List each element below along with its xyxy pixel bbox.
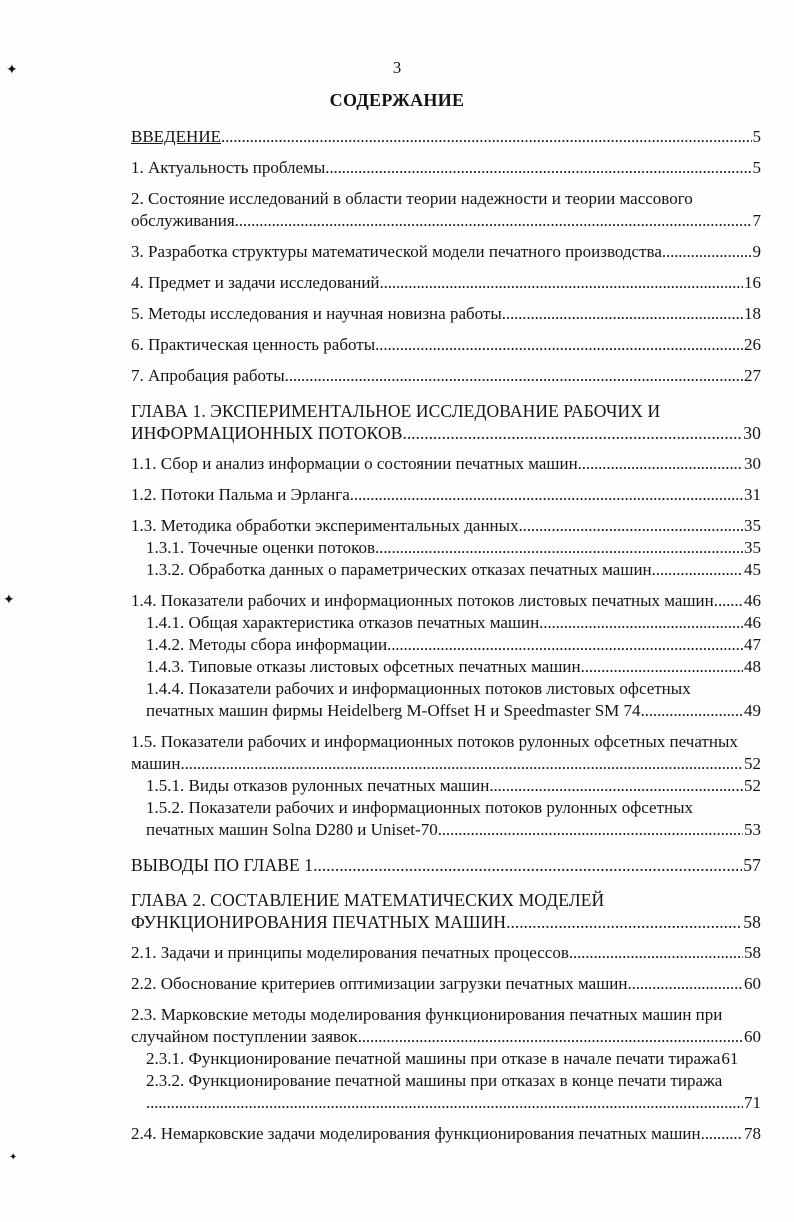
page-ref: 45 (744, 560, 761, 579)
toc-entry[interactable] (131, 590, 761, 612)
page-ref: 71 (744, 1093, 761, 1112)
toc-entry[interactable] (131, 559, 761, 581)
page-ref: 52 (744, 776, 761, 795)
toc-entry[interactable] (131, 1004, 761, 1048)
toc-entry-text: печатных машин фирмы Heidelberg M-Offset H и Speedmaster SM 74 (146, 701, 641, 720)
toc-entry-introduction[interactable] (131, 126, 761, 148)
toc-entry-text: 1.4.3. Типовые отказы листовых офсетных печатных машин (146, 657, 581, 676)
toc-entry[interactable] (131, 942, 761, 964)
toc-entry-text: 2.2. Обоснование критериев оптимизации загрузки печатных машин (131, 974, 628, 993)
toc-entry-text: 6. Практическая ценность работы (131, 335, 376, 354)
toc-entry-text: 2.4. Немарковские задачи моделирования функционирования печатных машин (131, 1124, 701, 1143)
dot-leader (402, 422, 742, 444)
toc-entry-chapter-2[interactable] (131, 889, 761, 933)
toc-entry-text: случайном поступлении заявок (131, 1027, 358, 1046)
toc-entry-text: ФУНКЦИОНИРОВАНИЯ ПЕЧАТНЫХ МАШИН (131, 912, 507, 932)
toc-entry-text: ГЛАВА 2. СОСТАВЛЕНИЕ МАТЕМАТИЧЕСКИХ МОДЕЛЕЙ (131, 890, 605, 910)
toc-entry-text: ГЛАВА 1. ЭКСПЕРИМЕНТАЛЬНОЕ ИССЛЕДОВАНИЕ РАБОЧИХ И (131, 401, 661, 421)
toc-entry-conclusions-1[interactable] (131, 854, 761, 876)
page-ref: 27 (744, 366, 761, 385)
toc-entry-text: 2.3.1. Функционирование печатной машины при отказе в начале печати тиража (146, 1049, 721, 1068)
toc-entry-text: 1.4.1. Общая характеристика отказов печатных машин (146, 613, 540, 632)
toc-entry-text: обслуживания (131, 211, 235, 230)
toc-entry[interactable] (131, 1048, 761, 1070)
dot-leader (387, 634, 743, 656)
page-ref: 46 (744, 591, 761, 610)
dot-leader (539, 612, 743, 634)
dot-leader (718, 590, 743, 612)
toc-entry-text: 1.5.2. Показатели рабочих и информационных потоков рулонных офсетных (146, 798, 694, 817)
page-ref: 18 (744, 304, 761, 323)
toc-entry-text: 1.3.2. Обработка данных о параметрических отказах печатных машин (146, 560, 652, 579)
toc-entry-text: печатных машин Solna D280 и Uniset-70 (146, 820, 438, 839)
page-ref: 30 (743, 423, 761, 443)
page-ref: 31 (744, 485, 761, 504)
toc-entry[interactable] (131, 612, 761, 634)
dot-leader (502, 303, 743, 325)
page-ref: 26 (744, 335, 761, 354)
dot-leader (506, 911, 742, 933)
scan-mark-icon: ✦ (6, 63, 18, 78)
page-ref: 48 (744, 657, 761, 676)
dot-leader (221, 126, 752, 148)
toc-entry-text: 4. Предмет и задачи исследований (131, 273, 380, 292)
dot-leader (146, 1092, 743, 1114)
toc-entry[interactable] (131, 453, 761, 475)
toc-entry[interactable] (131, 365, 761, 387)
toc-entry[interactable] (131, 656, 761, 678)
page-ref: 35 (744, 538, 761, 557)
toc-entry[interactable] (131, 515, 761, 537)
toc-entry[interactable] (131, 797, 761, 841)
dot-leader (701, 1123, 743, 1145)
dot-leader (569, 942, 743, 964)
dot-leader (180, 753, 743, 775)
toc-entry-text: 1.3. Методика обработки экспериментальных данных (131, 516, 519, 535)
toc-entry-text: ВЫВОДЫ ПО ГЛАВЕ 1 (131, 855, 314, 875)
dot-leader (519, 515, 743, 537)
page-ref: 60 (744, 974, 761, 993)
dot-leader (628, 973, 744, 995)
page-ref: 52 (744, 754, 761, 773)
toc-entry-text: 7. Апробация работы (131, 366, 285, 385)
page-ref: 9 (752, 242, 761, 261)
toc-entry-text: ВВЕДЕНИЕ (131, 127, 221, 146)
toc-entry[interactable] (131, 484, 761, 506)
page-number: 3 (392, 58, 402, 77)
toc-entry[interactable] (131, 241, 761, 263)
dot-leader (235, 210, 752, 232)
dot-leader (313, 854, 742, 876)
page-ref: 16 (744, 273, 761, 292)
dot-leader (652, 559, 743, 581)
toc-entry-text: 1.5. Показатели рабочих и информационных потоков рулонных офсетных печатных (131, 732, 738, 751)
toc-entry[interactable] (131, 157, 761, 179)
dot-leader (581, 656, 743, 678)
page-ref: 35 (744, 516, 761, 535)
page-title: СОДЕРЖАНИЕ (329, 90, 465, 110)
toc-entry[interactable] (131, 188, 761, 232)
page-ref: 47 (744, 635, 761, 654)
scan-mark-icon: ✦ (3, 593, 15, 608)
page-ref: 7 (752, 211, 761, 230)
toc-entry[interactable] (131, 634, 761, 656)
toc-entry-text: 3. Разработка структуры математической модели печатного производства (131, 242, 662, 261)
toc-entry[interactable] (131, 775, 761, 797)
toc-entry-text: 1. Актуальность проблемы (131, 158, 326, 177)
toc-entry[interactable] (131, 973, 761, 995)
page-ref: 57 (743, 855, 761, 875)
toc-entry-text: 1.1. Сбор и анализ информации о состоянии печатных машин (131, 454, 578, 473)
dot-leader (489, 775, 743, 797)
toc-entry[interactable] (131, 678, 761, 722)
toc-entry-text: 2.1. Задачи и принципы моделирования печатных процессов (131, 943, 569, 962)
page-ref: 78 (744, 1124, 761, 1143)
toc-entry-text: 2. Состояние исследований в области теории надежности и теории массового (131, 189, 693, 208)
toc-entry-text: 2.3.2. Функционирование печатной машины при отказах в конце печати тиража (146, 1071, 723, 1090)
toc-entry[interactable] (131, 537, 761, 559)
dot-leader (662, 241, 752, 263)
dot-leader (350, 484, 743, 506)
dot-leader (325, 157, 751, 179)
toc-entry[interactable] (131, 303, 761, 325)
dot-leader (641, 700, 743, 722)
page-ref: 5 (752, 158, 761, 177)
dot-leader (375, 537, 743, 559)
scan-mark-icon: ✦ (9, 1152, 18, 1163)
dot-leader (375, 334, 743, 356)
page-ref: 46 (744, 613, 761, 632)
dot-leader (578, 453, 743, 475)
toc-entry-text: 1.5.1. Виды отказов рулонных печатных машин (146, 776, 490, 795)
toc-entry-text: 1.2. Потоки Пальма и Эрланга (131, 485, 350, 504)
toc-entry-chapter-1[interactable] (131, 400, 761, 444)
dot-leader (380, 272, 743, 294)
page-ref: 53 (744, 820, 761, 839)
dot-leader (358, 1026, 743, 1048)
page-ref: 49 (744, 701, 761, 720)
table-of-contents (131, 126, 761, 1145)
toc-entry-text: 2.3. Марковские методы моделирования функционирования печатных машин при (131, 1005, 723, 1024)
toc-entry-text: 1.4.2. Методы сбора информации (146, 635, 388, 654)
dot-leader (285, 365, 743, 387)
toc-entry-text: 1.4. Показатели рабочих и информационных потоков листовых печатных машин. (131, 591, 718, 610)
page-ref: 30 (744, 454, 761, 473)
dot-leader (438, 819, 743, 841)
page-ref: 58 (743, 912, 761, 932)
toc-entry[interactable] (131, 334, 761, 356)
page-ref: 60 (744, 1027, 761, 1046)
toc-entry-text: 1.3.1. Точечные оценки потоков (146, 538, 376, 557)
page-ref: 61 (721, 1049, 739, 1068)
toc-entry[interactable] (131, 1123, 761, 1145)
toc-entry-text: машин (131, 754, 181, 773)
toc-entry-text: 5. Методы исследования и научная новизна работы (131, 304, 502, 323)
toc-entry[interactable] (131, 1070, 761, 1114)
toc-entry-text: ИНФОРМАЦИОННЫХ ПОТОКОВ (131, 423, 403, 443)
toc-entry[interactable] (131, 731, 761, 775)
toc-entry[interactable] (131, 272, 761, 294)
toc-entry-text: 1.4.4. Показатели рабочих и информационных потоков листовых офсетных (146, 679, 691, 698)
page-ref: 58 (744, 943, 761, 962)
page-ref: 5 (752, 127, 761, 146)
